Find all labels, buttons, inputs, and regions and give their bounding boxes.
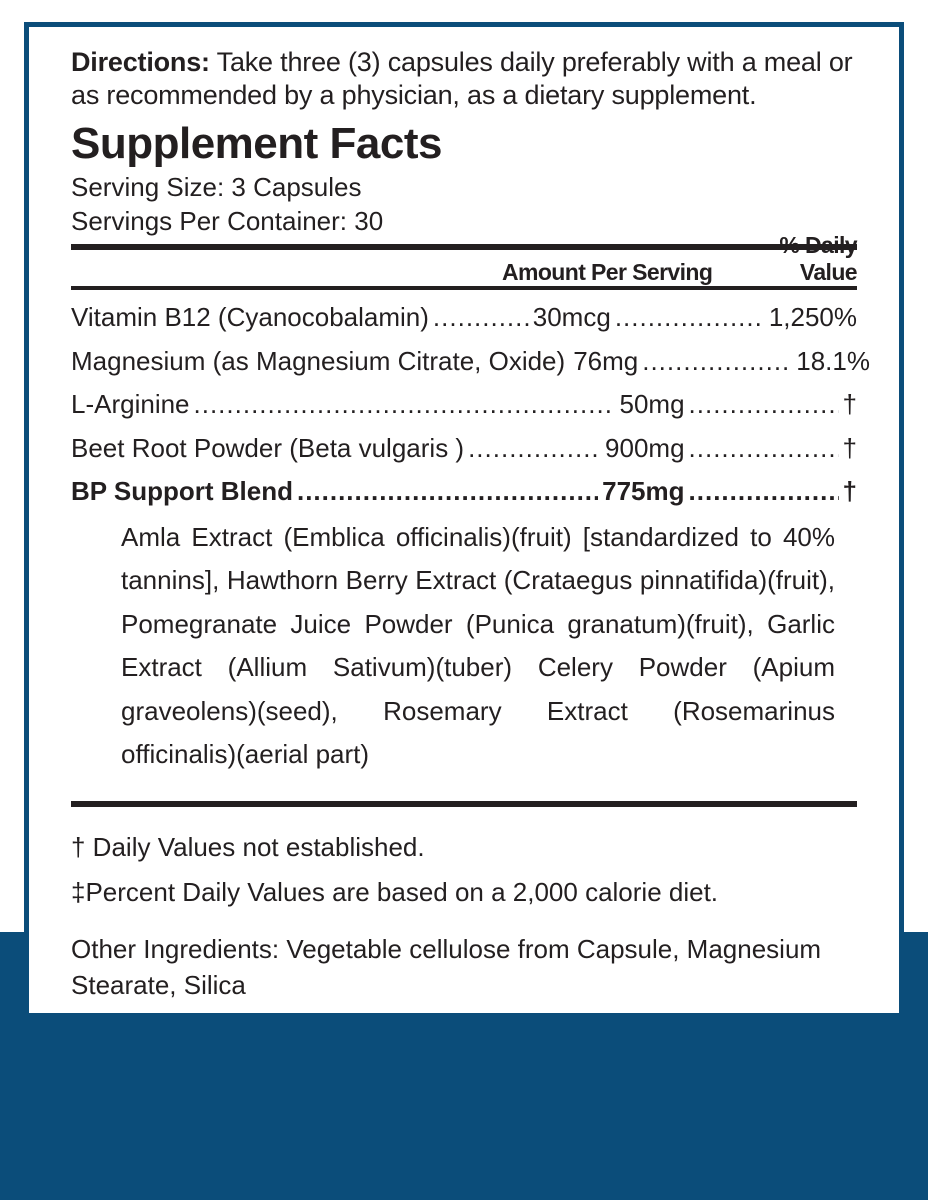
leader-dots bbox=[194, 383, 616, 427]
header-daily-value: % Daily Value bbox=[779, 232, 857, 285]
nutrient-dv: 18.1% bbox=[796, 345, 870, 376]
nutrient-name: Vitamin B12 (Cyanocobalamin) bbox=[71, 302, 429, 332]
footnotes bbox=[71, 825, 857, 915]
column-header bbox=[71, 232, 857, 286]
directions bbox=[71, 46, 857, 112]
serving-size: Serving Size: 3 Capsules bbox=[71, 172, 362, 202]
supplement-label bbox=[71, 46, 870, 1029]
footnote-double-dagger: ‡Percent Daily Values are based on a 2,000 calorie diet. bbox=[71, 876, 719, 907]
leader-dots bbox=[468, 427, 601, 471]
blend-name: BP Support Blend bbox=[71, 476, 293, 506]
facts-title: Supplement Facts bbox=[71, 119, 442, 168]
divider-header bbox=[71, 286, 857, 290]
nutrient-name: L-Arginine bbox=[71, 389, 190, 419]
nutrient-dv: † bbox=[842, 389, 857, 419]
table-row bbox=[71, 296, 857, 340]
table-row bbox=[71, 427, 857, 471]
nutrient-name: Magnesium (as Magnesium Citrate, Oxide) bbox=[71, 345, 566, 376]
nutrient-amount: 900mg bbox=[605, 432, 685, 463]
leader-dots bbox=[689, 427, 839, 471]
leader-dots bbox=[689, 470, 839, 514]
nutrient-amount: 76mg bbox=[573, 345, 639, 376]
servings-per-container: Servings Per Container: 30 bbox=[71, 206, 384, 236]
blend-ingredients: Amla Extract (Emblica officinalis)(fruit) [standardized to 40% tannins], Hawthorn Berry Extract (Crataegus pinnatifida)(fruit), Pomegranate Juice Powder (Punica granatum)(fruit), Garlic Extract (Allium Sativum)(tuber) Celery Powder (Apium graveolens)(seed), Rosemary Extract (Rosemarinus officinalis)(aerial part) bbox=[121, 521, 835, 769]
leader-dots bbox=[297, 470, 598, 514]
nutrient-amount: 50mg bbox=[619, 389, 685, 419]
nutrient-table bbox=[71, 296, 870, 514]
blend-dv: † bbox=[842, 476, 857, 506]
divider-bottom bbox=[71, 801, 857, 807]
leader-dots bbox=[689, 383, 839, 427]
leader-dots bbox=[615, 296, 765, 340]
nutrient-dv: 1,250% bbox=[768, 302, 857, 332]
nutrient-name: Beet Root Powder (Beta vulgaris ) bbox=[71, 432, 465, 463]
nutrient-amount: 30mcg bbox=[532, 302, 611, 332]
directions-label: Directions: bbox=[71, 47, 210, 77]
table-row-blend bbox=[71, 470, 857, 514]
blend-amount: 775mg bbox=[602, 476, 685, 506]
nutrient-dv: † bbox=[842, 432, 857, 463]
table-row bbox=[71, 340, 870, 384]
other-ingredients: Other Ingredients: Vegetable cellulose from Capsule, Magnesium Stearate, Silica bbox=[71, 933, 822, 1000]
header-amount: Amount Per Serving bbox=[502, 259, 713, 285]
table-row bbox=[71, 383, 857, 427]
leader-dots bbox=[642, 340, 792, 384]
leader-dots bbox=[433, 296, 529, 340]
directions-text: Take three (3) capsules daily preferably with a meal or as recommended by a physician, as a dietary supplement. bbox=[71, 47, 853, 110]
footnote-dagger: † Daily Values not established. bbox=[71, 831, 425, 862]
